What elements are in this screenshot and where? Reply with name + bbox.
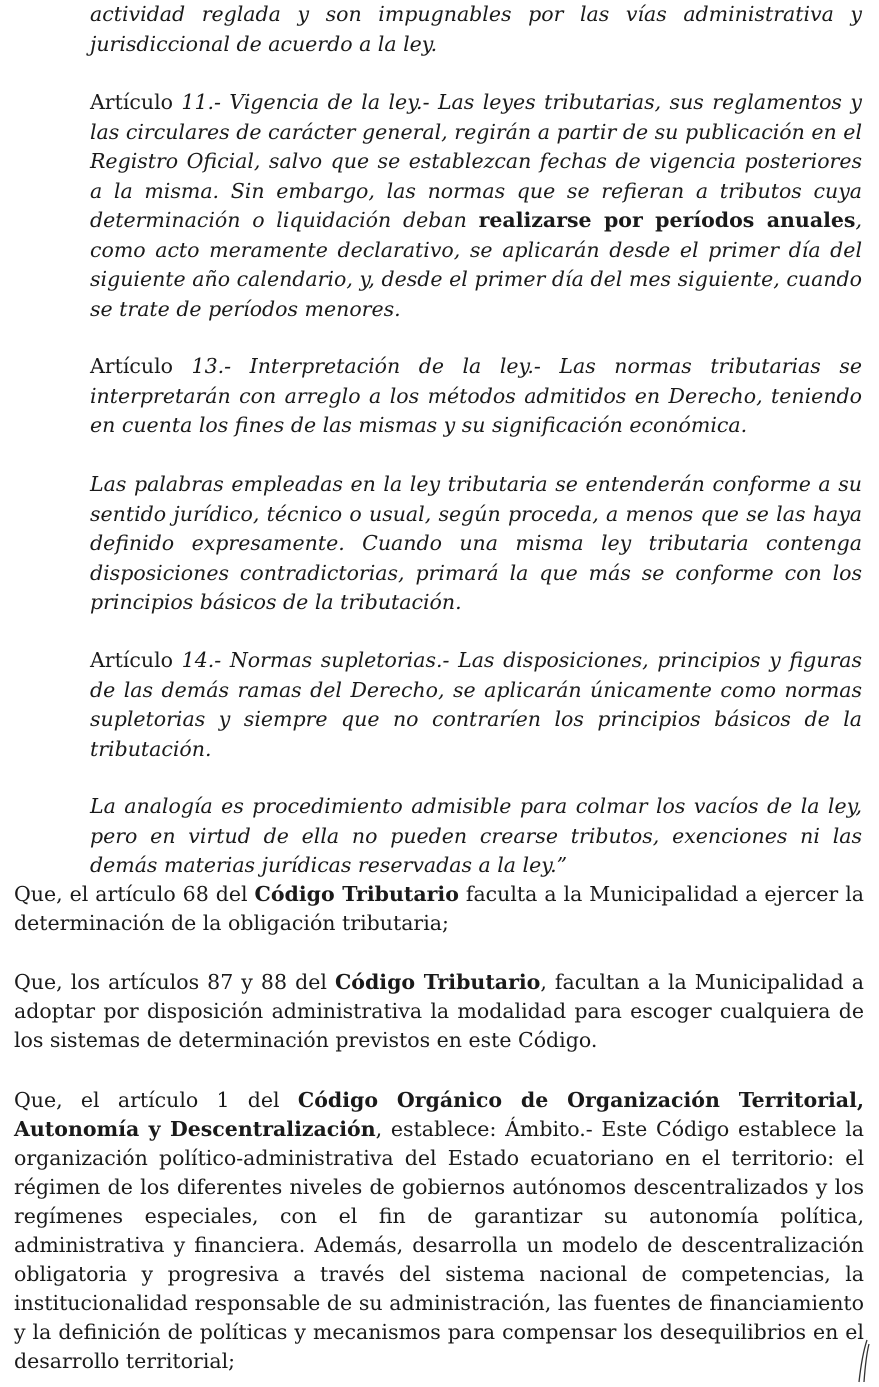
interpretation-paragraph: Las palabras empleadas en la ley tributaria se entenderán conforme a su sentido jurídico, técnico o usual, según proceda, a menos que se las haya definido expresamente. Cuando una misma ley tributaria contenga disposiciones contradictorias, primará la que más se conforme con los principios básicos de la tributación. xyxy=(90,472,862,614)
art-87-88-text-b: , facultan a la Municipalidad a adoptar por disposición administrativa la modalidad para escoger cualquiera de los sistemas de determinación previstos en este Código. xyxy=(14,970,864,1052)
article-13-head: Artículo xyxy=(90,354,173,378)
art-68-text-a: Que, el artículo 68 del xyxy=(14,882,255,906)
article-11-paragraph xyxy=(90,88,862,324)
article-11-text-b: , como acto meramente declarativo, se aplicarán desde el primer día del siguiente año calendario, y, desde el primer día del mes siguiente, cuando se trate de períodos menores. xyxy=(90,208,862,321)
analogy-paragraph: La analogía es procedimiento admisible para colmar los vacíos de la ley, pero en virtud de ella no pueden crearse tributos, exenciones ni las demás materias jurídicas reservadas a la ley.” xyxy=(90,794,862,877)
article-11-text-a: 11.- Vigencia de la ley.- Las leyes tributarias, sus reglamentos y las circulares de carácter general, regirán a partir de su publicación en el Registro Oficial, salvo que se establezcan fechas de vigencia posteriores a la misma. Sin embargo, las normas que se refieran a tributos cuya determinación o liquidación deban xyxy=(90,90,862,232)
art-87-88-bold: Código Tributario xyxy=(334,970,541,994)
article-11-bold: realizarse por períodos anuales xyxy=(478,208,856,232)
consideration-cootad-art-1 xyxy=(14,1086,864,1376)
art-68-bold: Código Tributario xyxy=(254,882,459,906)
cootad-bold: Código Orgánico de Organización Territorial, Autonomía y Descentralización xyxy=(14,1088,864,1141)
consideration-art-68 xyxy=(14,880,864,938)
article-13-paragraph xyxy=(90,352,862,441)
article-14-text: 14.- Normas supletorias.- Las disposiciones, principios y figuras de las demás ramas del Derecho, se aplicarán únicamente como normas supletorias y siempre que no contraríen los principios básicos de la tributación. xyxy=(90,648,862,761)
signature-mark xyxy=(853,1338,873,1384)
article-13-text: 13.- Interpretación de la ley.- Las normas tributarias se interpretarán con arreglo a los métodos admitidos en Derecho, teniendo en cuenta los fines de las mismas y su significación económica. xyxy=(90,354,862,437)
article-14-paragraph xyxy=(90,646,862,764)
article-11-head: Artículo xyxy=(90,90,173,114)
art-87-88-text-a: Que, los artículos 87 y 88 del xyxy=(14,970,335,994)
cootad-text-a: Que, el artículo 1 del xyxy=(14,1088,298,1112)
quote-paragraph-continuation: actividad reglada y son impugnables por las vías administrativa y jurisdiccional de acuerdo a la ley. xyxy=(90,2,862,56)
article-14-head: Artículo xyxy=(90,648,173,672)
cootad-text-b: , establece: Ámbito.- Este Código establece la organización político-administrativa del Estado ecuatoriano en el territorio: el régimen de los diferentes niveles de gobiernos autónomos descentralizados y los regímenes especiales, con el fin de garantizar su autonomía política, administrativa y financiera. Además, desarrolla un modelo de descentralización obligatoria y progresiva a través del sistema nacional de competencias, la institucionalidad responsable de su administración, las fuentes de financiamiento y la definición de políticas y mecanismos para compensar los desequilibrios en el desarrollo territorial; xyxy=(14,1117,865,1373)
art-68-text-b: faculta a la Municipalidad a ejercer la determinación de la obligación tributaria; xyxy=(14,882,864,935)
consideration-art-87-88 xyxy=(14,968,864,1055)
